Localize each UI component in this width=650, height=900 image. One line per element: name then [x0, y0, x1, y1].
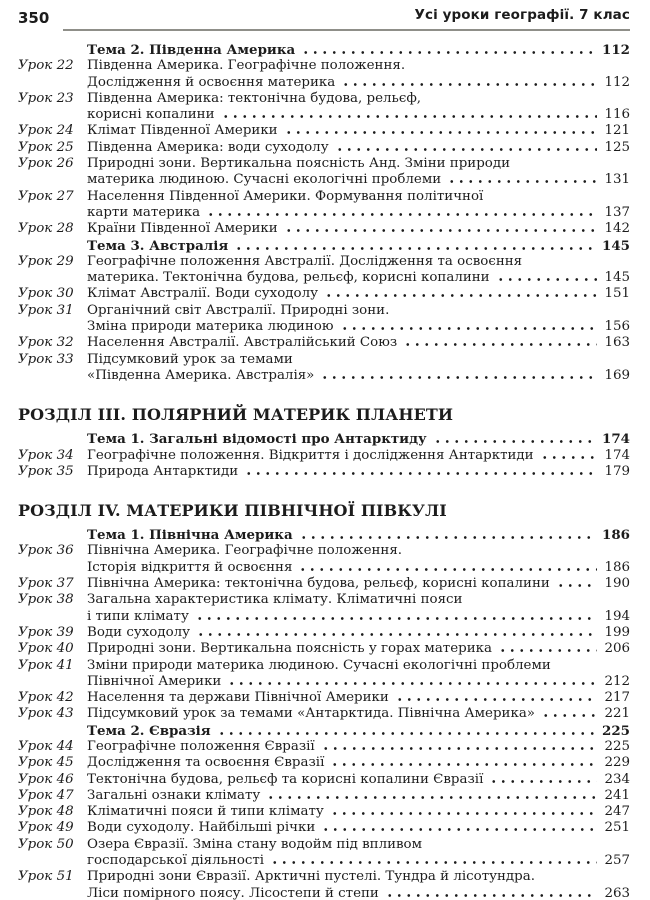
entry-body	[87, 690, 630, 706]
entry-body	[87, 58, 630, 91]
entry-title: Північної Америки	[87, 673, 222, 689]
entry-body	[87, 286, 630, 302]
lesson-label: Урок 45	[18, 755, 74, 771]
lesson-label: Урок 42	[18, 690, 74, 706]
dotted-leader	[298, 560, 597, 571]
lesson-label: Урок 28	[18, 221, 74, 237]
dotted-leader	[496, 270, 598, 281]
entry-page-number: 186	[602, 527, 630, 544]
entry-title: «Південна Америка. Австралія»	[87, 367, 315, 383]
entry-page-number: 121	[604, 123, 630, 139]
entry-body	[87, 788, 630, 804]
lesson-label: Урок 46	[18, 771, 74, 787]
entry-title: Ліси помірного поясу. Лісостепи й степи	[87, 885, 379, 900]
entry-body	[87, 592, 630, 625]
dotted-leader	[498, 641, 597, 652]
running-title: Усі уроки географії. 7 клас	[63, 6, 630, 31]
dotted-leader	[433, 432, 595, 443]
lesson-label: Урок 39	[18, 624, 74, 640]
entry-title: Зміна природи материка людиною	[87, 319, 334, 335]
lesson-entry	[18, 658, 630, 691]
entry-body	[87, 804, 630, 820]
lesson-label: Урок 24	[18, 123, 74, 139]
entry-page-number: 151	[604, 286, 630, 302]
entry-body	[87, 238, 630, 254]
lesson-label: Урок 26	[18, 156, 74, 172]
lesson-entry	[18, 576, 630, 592]
entry-body	[87, 641, 630, 657]
entry-page-number: 247	[604, 804, 630, 820]
entry-page-number: 186	[604, 559, 630, 575]
dotted-leader	[540, 448, 598, 459]
theme-entry	[18, 42, 630, 58]
lesson-entry	[18, 58, 630, 91]
entry-body	[87, 625, 630, 641]
entry-title: карти материка	[87, 204, 201, 220]
theme-entry	[18, 238, 630, 254]
entry-page-number: 142	[604, 221, 630, 237]
lesson-entry	[18, 739, 630, 755]
lesson-entry	[18, 625, 630, 641]
entry-page-number: 137	[604, 204, 630, 220]
entry-title: Кліматичні пояси й типи клімату	[87, 804, 324, 820]
entry-page-number: 241	[604, 787, 630, 803]
entry-title: Тема 2. Південна Америка	[87, 42, 296, 58]
lesson-entry	[18, 837, 630, 870]
entry-title: корисні копалини	[87, 107, 215, 123]
entry-body	[87, 837, 630, 870]
entry-title: Дослідження й освоєння материка	[87, 74, 336, 90]
lesson-label: Урок 25	[18, 139, 74, 155]
lesson-entry	[18, 869, 630, 900]
dotted-leader	[541, 706, 597, 717]
dotted-leader	[206, 205, 597, 216]
entry-title: Підсумковий урок за темами «Антарктида. Північна Америка»	[87, 706, 535, 722]
entry-page-number: 257	[604, 853, 630, 869]
entry-body	[87, 706, 630, 722]
entry-title: материка людиною. Сучасні екологічні проблеми	[87, 172, 442, 188]
table-of-contents	[18, 42, 630, 900]
entry-page-number: 194	[604, 608, 630, 624]
section-heading: РОЗДІЛ IV. МАТЕРИКИ ПІВНІЧНОЇ ПІВКУЛІ	[18, 501, 447, 521]
entry-title: Клімат Південної Америки	[87, 123, 278, 139]
entry-title: Історія відкриття й освоєння	[87, 559, 293, 575]
dotted-leader	[403, 335, 597, 346]
entry-body	[87, 123, 630, 139]
entry-title: Води суходолу. Найбільші річки	[87, 820, 316, 836]
dotted-leader	[330, 804, 598, 815]
entry-title-line: Населення Південної Америки. Формування політичної	[87, 188, 484, 204]
entry-body	[87, 658, 630, 691]
entry-body	[87, 189, 630, 222]
lesson-entry	[18, 91, 630, 124]
entry-body	[87, 91, 630, 124]
entry-page-number: 145	[602, 237, 630, 254]
entry-title: Географічне положення. Відкриття і дослідження Антарктиди	[87, 447, 534, 463]
entry-title: Тема 2. Євразія	[87, 722, 211, 739]
lesson-entry	[18, 156, 630, 189]
entry-page-number: 212	[604, 673, 630, 689]
lesson-label: Урок 41	[18, 657, 74, 673]
entry-title-line: Природні зони. Вертикальна поясність Анд. Зміни природи	[87, 156, 511, 172]
entry-title: Тектонічна будова, рельєф та корисні копалини Євразії	[87, 771, 484, 787]
entry-page-number: 174	[604, 447, 630, 463]
entry-page-number: 174	[602, 431, 630, 448]
entry-title-line: Природні зони Євразії. Арктичні пустелі. Тундра й лісотундра.	[87, 869, 535, 885]
dotted-leader	[284, 123, 598, 134]
entry-body	[87, 42, 630, 58]
dotted-leader	[447, 172, 597, 183]
entry-body	[87, 335, 630, 351]
entry-body	[87, 543, 630, 576]
entry-title-line: Зміни природи материка людиною. Сучасні екологічні проблеми	[87, 657, 551, 673]
dotted-leader	[234, 239, 595, 250]
dotted-leader	[195, 609, 598, 620]
entry-body	[87, 221, 630, 237]
lesson-label: Урок 27	[18, 188, 74, 204]
dotted-leader	[340, 319, 598, 330]
entry-title-line: Північна Америка. Географічне положення.	[87, 543, 403, 559]
entry-page-number: 145	[604, 270, 630, 286]
entry-title: Природні зони. Вертикальна поясність у горах материка	[87, 641, 492, 657]
lesson-entry	[18, 690, 630, 706]
dotted-leader	[217, 724, 595, 735]
entry-page-number: 156	[604, 319, 630, 335]
entry-body	[87, 352, 630, 385]
lesson-label: Урок 23	[18, 90, 74, 106]
lesson-label	[18, 238, 87, 254]
lesson-entry	[18, 804, 630, 820]
dotted-leader	[324, 286, 597, 297]
entry-page-number: 263	[604, 885, 630, 900]
lesson-entry	[18, 755, 630, 771]
lesson-entry	[18, 303, 630, 336]
entry-page-number: 225	[602, 722, 630, 739]
entry-title-line: Органічний світ Австралії. Природні зони.	[87, 302, 390, 318]
entry-title: Природа Антарктиди	[87, 463, 239, 479]
entry-page-number: 169	[604, 367, 630, 383]
lesson-entry	[18, 772, 630, 788]
entry-body	[87, 464, 630, 480]
entry-title-line: Південна Америка. Географічне положення.	[87, 58, 406, 74]
entry-title: Населення Австралії. Австралійський Союз	[87, 335, 398, 351]
lesson-label: Урок 40	[18, 641, 74, 657]
dotted-leader	[244, 464, 597, 475]
lesson-entry	[18, 221, 630, 237]
entry-body	[87, 140, 630, 156]
dotted-leader	[321, 739, 598, 750]
lesson-entry	[18, 335, 630, 351]
entry-page-number: 225	[604, 738, 630, 754]
page-number: 350	[18, 9, 50, 27]
page-header	[18, 6, 630, 31]
section-heading: РОЗДІЛ III. ПОЛЯРНИЙ МАТЕРИК ПЛАНЕТИ	[18, 405, 454, 425]
dotted-leader	[196, 625, 597, 636]
lesson-label: Урок 47	[18, 787, 74, 803]
entry-page-number: 229	[604, 755, 630, 771]
entry-title: Населення та держави Північної Америки	[87, 690, 389, 706]
lesson-entry	[18, 788, 630, 804]
theme-entry	[18, 527, 630, 543]
entry-body	[87, 527, 630, 543]
entry-body	[87, 431, 630, 447]
entry-page-number: 179	[604, 463, 630, 479]
lesson-label: Урок 37	[18, 576, 74, 592]
entry-page-number: 125	[604, 139, 630, 155]
entry-page-number: 112	[602, 42, 630, 58]
lesson-entry	[18, 189, 630, 222]
lesson-label: Урок 31	[18, 302, 74, 318]
lesson-entry	[18, 641, 630, 657]
lesson-entry	[18, 140, 630, 156]
entry-body	[87, 156, 630, 189]
entry-title-line: Південна Америка: тектонічна будова, рельєф,	[87, 90, 422, 106]
entry-page-number: 251	[604, 820, 630, 836]
lesson-label: Урок 50	[18, 836, 74, 852]
entry-body	[87, 576, 630, 592]
entry-title-line: Озера Євразії. Зміна стану водойм під впливом	[87, 836, 423, 852]
lesson-label	[18, 42, 87, 58]
entry-body	[87, 772, 630, 788]
lesson-label	[18, 723, 87, 739]
dotted-leader	[330, 755, 597, 766]
dotted-leader	[320, 368, 597, 379]
entry-title-line: Підсумковий урок за темами	[87, 351, 293, 367]
entry-body	[87, 448, 630, 464]
entry-body	[87, 254, 630, 287]
dotted-leader	[385, 886, 598, 897]
lesson-label: Урок 51	[18, 869, 74, 885]
entry-title: Тема 1. Північна Америка	[87, 527, 293, 544]
entry-title: Клімат Австралії. Води суходолу	[87, 286, 318, 302]
dotted-leader	[266, 788, 597, 799]
entry-page-number: 112	[604, 74, 630, 90]
lesson-entry	[18, 254, 630, 287]
dotted-leader	[395, 690, 598, 701]
entry-title: Країни Південної Америки	[87, 221, 278, 237]
theme-entry	[18, 431, 630, 447]
lesson-label: Урок 22	[18, 58, 74, 74]
dotted-leader	[301, 43, 595, 54]
dotted-leader	[341, 75, 597, 86]
lesson-entry	[18, 543, 630, 576]
lesson-label: Урок 48	[18, 804, 74, 820]
lesson-entry	[18, 123, 630, 139]
lesson-label: Урок 33	[18, 351, 74, 367]
lesson-entry	[18, 352, 630, 385]
entry-page-number: 234	[604, 771, 630, 787]
dotted-leader	[489, 772, 597, 783]
entry-title-line: Географічне положення Австралії. Дослідження та освоєння	[87, 253, 523, 269]
entry-title: Південна Америка: води суходолу	[87, 139, 329, 155]
entry-title: і типи клімату	[87, 608, 189, 624]
entry-title: Тема 3. Австралія	[87, 237, 229, 254]
lesson-label: Урок 49	[18, 820, 74, 836]
entry-title: Географічне положення Євразії	[87, 738, 315, 754]
lesson-label: Урок 30	[18, 286, 74, 302]
entry-title: Північна Америка: тектонічна будова, рельєф, корисні копалини	[87, 576, 550, 592]
entry-page-number: 116	[604, 107, 630, 123]
dotted-leader	[335, 140, 598, 151]
entry-page-number: 221	[604, 706, 630, 722]
dotted-leader	[321, 820, 597, 831]
entry-page-number: 199	[604, 624, 630, 640]
entry-page-number: 163	[604, 335, 630, 351]
lesson-label	[18, 527, 87, 543]
entry-body	[87, 739, 630, 755]
dotted-leader	[556, 576, 598, 587]
entry-title: Дослідження та освоєння Євразії	[87, 755, 325, 771]
dotted-leader	[227, 674, 597, 685]
entry-page-number: 217	[604, 690, 630, 706]
dotted-leader	[221, 107, 598, 118]
lesson-label: Урок 43	[18, 706, 74, 722]
lesson-label	[18, 431, 87, 447]
entry-title: материка. Тектонічна будова, рельєф, корисні копалини	[87, 270, 490, 286]
entry-body	[87, 755, 630, 771]
entry-body	[87, 723, 630, 739]
lesson-entry	[18, 706, 630, 722]
lesson-entry	[18, 820, 630, 836]
lesson-entry	[18, 286, 630, 302]
entry-title: господарської діяльності	[87, 853, 265, 869]
entry-title: Води суходолу	[87, 624, 191, 640]
lesson-entry	[18, 464, 630, 480]
entry-title: Загальні ознаки клімату	[87, 787, 261, 803]
entry-body	[87, 869, 630, 900]
entry-title-line: Загальна характеристика клімату. Кліматичні пояси	[87, 592, 463, 608]
lesson-label: Урок 44	[18, 738, 74, 754]
entry-body	[87, 303, 630, 336]
lesson-entry	[18, 592, 630, 625]
entry-page-number: 190	[604, 576, 630, 592]
dotted-leader	[270, 853, 597, 864]
lesson-label: Урок 32	[18, 335, 74, 351]
lesson-label: Урок 35	[18, 463, 74, 479]
lesson-label: Урок 36	[18, 543, 74, 559]
lesson-label: Урок 38	[18, 592, 74, 608]
lesson-entry	[18, 448, 630, 464]
lesson-label: Урок 34	[18, 447, 74, 463]
entry-page-number: 131	[604, 172, 630, 188]
dotted-leader	[284, 221, 598, 232]
lesson-label: Урок 29	[18, 253, 74, 269]
theme-entry	[18, 723, 630, 739]
entry-body	[87, 820, 630, 836]
dotted-leader	[299, 528, 595, 539]
entry-title: Тема 1. Загальні відомості про Антарктиду	[87, 431, 427, 448]
entry-page-number: 206	[604, 641, 630, 657]
